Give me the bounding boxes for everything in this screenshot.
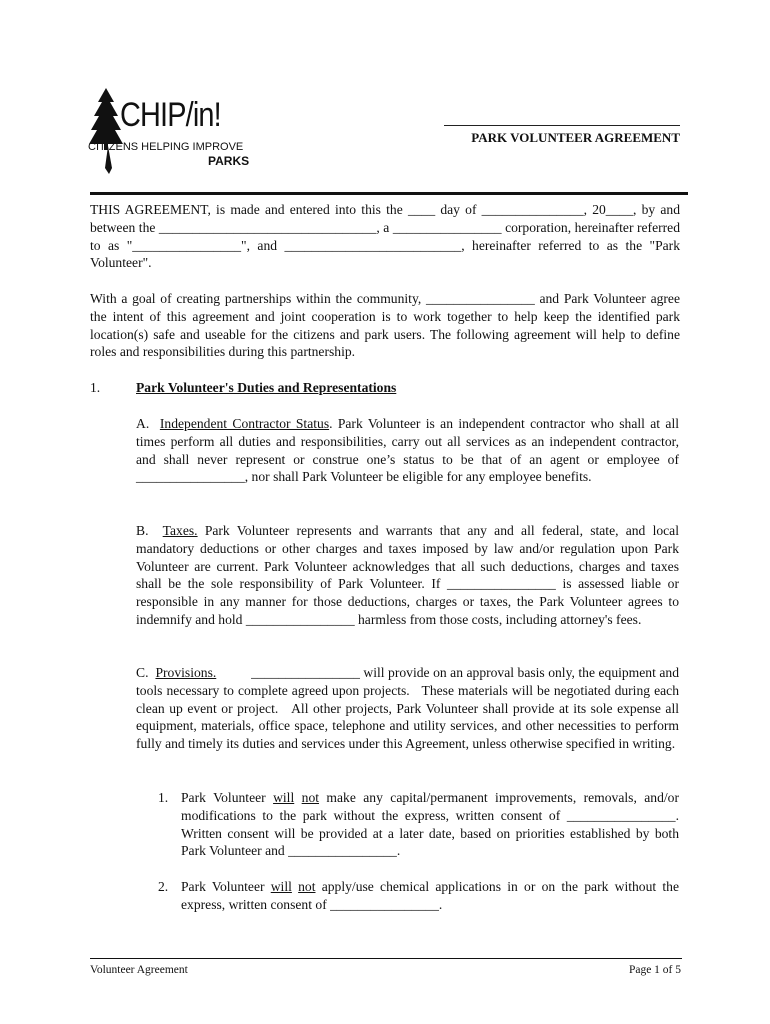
document-title: PARK VOLUNTEER AGREEMENT <box>471 130 680 145</box>
section-number: 1. <box>90 380 101 395</box>
clause-b-text: Park Volunteer represents and warrants that any and all federal, state, and local mandatory deductions or other charges and taxes imposed by law and/or regulation upon Park Volunteer are current. Park Volunteer acknowledges that all such deductions, charges and taxes shall be the sole responsibility of Park Volunteer. If ________________ is assessed liable or responsible in any manner for those deductions, charges or taxes, the Park Volunteer agrees to indemnify and hold ________________ harmless from those costs, including attorney's fees. <box>136 523 679 627</box>
clause-c-heading: Provisions. <box>155 665 217 680</box>
footer-rule <box>90 958 682 959</box>
list-item-not: not <box>301 790 320 805</box>
list-item <box>181 878 679 914</box>
logo-tagline: CITIZENS HELPING IMPROVE <box>88 141 244 153</box>
list-item-post: make any capital/permanent improvements, removals, and/or modifications to the park without the express, written consent of ________________. Written consent will be provided at a later date, based on priorities established by both Park Volunteer and ________________. <box>181 790 679 859</box>
list-item-will: will <box>270 879 292 894</box>
list-item-number: 1. <box>158 790 169 805</box>
footer-page-number: Page 1 of 5 <box>628 964 681 976</box>
list-item-post: apply/use chemical applications in or on the park without the express, written consent of ________________. <box>181 879 679 912</box>
chip-in-logo <box>88 86 268 176</box>
list-item-will: will <box>273 790 295 805</box>
goal-paragraph: With a goal of creating partnerships within the community, ________________ and Park Volunteer agree the intent of this agreement and joint cooperation is to work together to help keep the identified park location(s) safe and useable for the citizens and park users. The following agreement will help to define roles and responsibilities during this partnership. <box>90 291 680 360</box>
list-item-not: not <box>298 879 316 894</box>
logo-parks: PARKS <box>208 154 250 168</box>
footer-document-name: Volunteer Agreement <box>90 964 188 976</box>
clause-a-text: . Park Volunteer is an independent contractor who shall at all times perform all duties and responsibilities, carry out all services as an independent contractor, and shall never represent or construe one’s status to be that of an agent or employee of ________________, nor shall Park Volunteer be eligible for any employee benefits. <box>136 416 679 485</box>
clause-b-label: B. <box>136 523 149 538</box>
clause-b-heading: Taxes. <box>162 523 198 538</box>
list-item-pre: Park Volunteer <box>181 790 274 805</box>
clause-b <box>136 522 679 629</box>
list-item-number: 2. <box>158 879 169 894</box>
intro-paragraph: THIS AGREEMENT, is made and entered into this the ____ day of _______________, 20____, by and between the ________________________________, a ________________ corporation, hereinafter referred to as "________________", and __________________________, hereinafter referred to as the "Park Volunteer". <box>90 202 680 271</box>
clause-a-heading: Independent Contractor Status <box>159 416 330 431</box>
list-item-pre: Park Volunteer <box>181 879 271 894</box>
clause-c-label: C. <box>136 665 149 680</box>
title-rule <box>444 125 680 126</box>
header-divider <box>90 192 688 195</box>
clause-c <box>136 664 683 753</box>
clause-a-label: A. <box>136 416 150 431</box>
logo-brand: CHIP/in! <box>120 96 221 134</box>
clause-a <box>136 415 679 486</box>
list-item <box>181 789 679 860</box>
section-title: Park Volunteer's Duties and Representations <box>136 380 397 395</box>
clause-c-text: ________________ will provide on an approval basis only, the equipment and tools necessary to complete agreed upon projects. These materials will be negotiated during each clean up event or project. All other projects, Park Volunteer shall provide at its sole expense all equipment, materials, office space, telephone and utility services, and other necessities to perform fully and timely its duties and services under this Agreement, unless otherwise specified in writing. <box>136 665 683 752</box>
